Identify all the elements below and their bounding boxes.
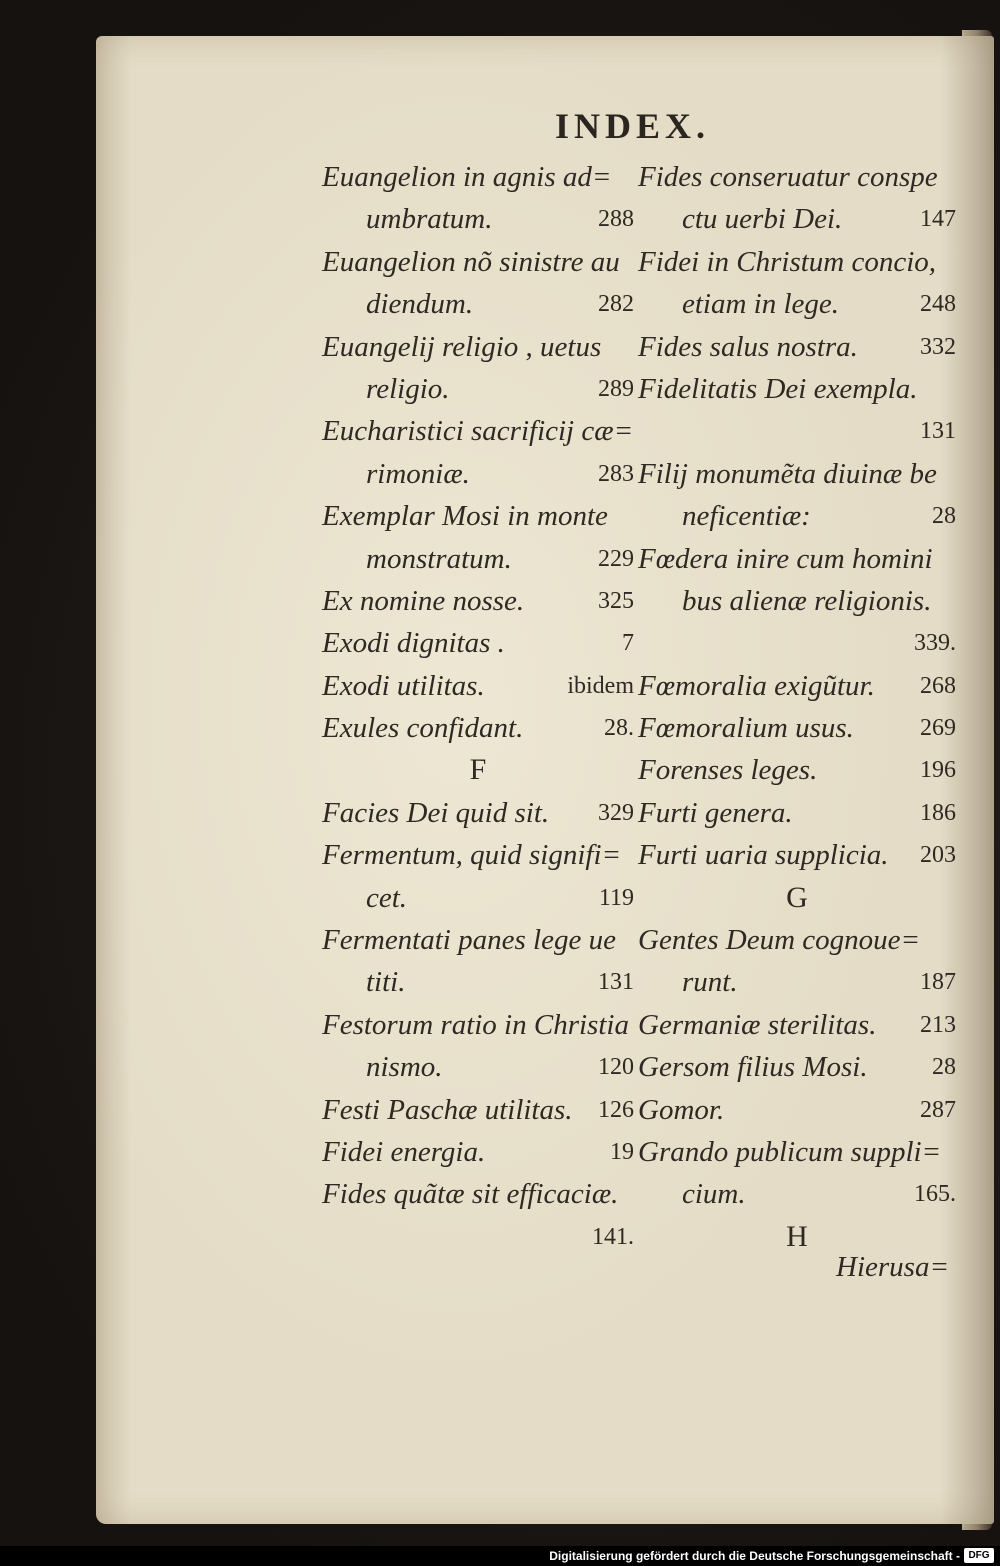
index-entry xyxy=(322,156,634,198)
entry-page-number: 269 xyxy=(920,715,956,742)
index-entry xyxy=(322,877,634,919)
index-entry xyxy=(638,919,956,961)
entry-page-number: 213 xyxy=(920,1011,956,1038)
entry-page-number: 28 xyxy=(932,1054,956,1081)
entry-text: etiam in lege. xyxy=(682,288,840,321)
entry-text: Euangelion in agnis ad= xyxy=(322,161,612,193)
entry-page-number: 288 xyxy=(598,206,634,233)
index-entry xyxy=(322,410,634,452)
entry-text: titi. xyxy=(366,966,406,999)
index-entry xyxy=(638,834,956,876)
entry-text: Fides salus nostra. xyxy=(638,330,858,363)
entry-page-number: 248 xyxy=(920,291,956,318)
entry-page-number: 147 xyxy=(920,206,956,233)
index-entry xyxy=(638,1046,956,1088)
entry-page-number: 19 xyxy=(610,1138,634,1165)
entry-text: Furti uaria supplicia. xyxy=(638,839,889,872)
entry-page-number: 28 xyxy=(932,503,956,530)
index-entry xyxy=(638,326,956,368)
index-entry xyxy=(322,326,634,368)
index-entry xyxy=(638,961,956,1003)
index-entry xyxy=(322,1089,634,1131)
index-entry xyxy=(322,1046,634,1088)
entry-text: cium. xyxy=(682,1178,746,1211)
index-entry xyxy=(322,1004,634,1046)
entry-text: Gomor. xyxy=(638,1093,725,1126)
entry-text: nismo. xyxy=(366,1051,443,1084)
page-header: INDEX. xyxy=(555,106,711,146)
entry-text: Gentes Deum cognoue= xyxy=(638,924,921,957)
index-entry xyxy=(638,198,956,240)
index-entry xyxy=(638,453,956,495)
entry-page-number: 187 xyxy=(920,969,956,996)
entry-page-number: 141. xyxy=(592,1223,634,1250)
index-entry xyxy=(638,622,956,664)
index-entry xyxy=(638,792,956,834)
entry-page-number: 28. xyxy=(604,715,634,742)
index-entry xyxy=(638,368,956,410)
entry-text: Germaniæ sterilitas. xyxy=(638,1008,877,1041)
index-entry xyxy=(322,1131,634,1173)
index-entry xyxy=(322,665,634,707)
entry-text: Exemplar Mosi in monte xyxy=(322,500,608,533)
entry-text: Festorum ratio in Christia xyxy=(322,1008,629,1041)
entry-page-number: 339. xyxy=(914,630,956,657)
index-entry xyxy=(638,283,956,325)
entry-text: Fœdera inire cum homini xyxy=(638,542,933,575)
entry-text: bus alienæ religionis. xyxy=(682,584,932,617)
entry-text: Euangelion nõ sinistre au xyxy=(322,245,620,278)
entry-page-number: 329 xyxy=(598,799,634,826)
index-entry xyxy=(638,1131,956,1173)
entry-text: Fides conseruatur conspe xyxy=(638,161,938,193)
entry-page-number: 126 xyxy=(598,1096,634,1123)
index-entry xyxy=(322,368,634,410)
entry-text: Exodi dignitas . xyxy=(322,627,505,660)
entry-text: Fermentum, quid signifi= xyxy=(322,839,622,872)
entry-text: Fidelitatis Dei exempla. xyxy=(638,372,918,405)
section-letter xyxy=(322,749,634,791)
index-entry xyxy=(322,1216,634,1258)
index-entry xyxy=(638,1089,956,1131)
index-entry xyxy=(322,1173,634,1215)
entry-page-number: 282 xyxy=(598,291,634,318)
index-entry xyxy=(322,283,634,325)
entry-text: G xyxy=(786,880,808,914)
entry-page-number: 131 xyxy=(598,969,634,996)
index-entry xyxy=(638,156,956,198)
entry-text: Fœmoralia exigũtur. xyxy=(638,669,875,702)
entry-text: Filij monumẽta diuinæ be xyxy=(638,457,937,490)
index-column-left xyxy=(322,156,634,1258)
entry-text: Fidei in Christum concio, xyxy=(638,245,937,278)
entry-page-number: 131 xyxy=(920,418,956,445)
entry-page-number: 287 xyxy=(920,1096,956,1123)
entry-text: Furti genera. xyxy=(638,796,793,829)
entry-text: monstratum. xyxy=(366,542,512,575)
entry-text: Forenses leges. xyxy=(638,754,818,787)
index-entry xyxy=(638,1004,956,1046)
entry-page-number: 165. xyxy=(914,1181,956,1208)
footer-credit: Digitalisierung gefördert durch die Deutsche Forschungsgemeinschaft - xyxy=(549,1549,960,1563)
entry-text: Euangelij religio , uetus xyxy=(322,330,602,363)
entry-page-number: 7 xyxy=(622,630,634,657)
index-entry xyxy=(638,538,956,580)
entry-page-number: 119 xyxy=(598,884,634,911)
entry-page-number: 332 xyxy=(920,333,956,360)
entry-text: H xyxy=(786,1219,808,1253)
index-entry xyxy=(322,622,634,664)
entry-page-number: 268 xyxy=(920,672,956,699)
entry-text: Exodi utilitas. xyxy=(322,669,485,702)
index-entry xyxy=(638,707,956,749)
entry-text: runt. xyxy=(682,966,738,999)
entry-text: Exules confidant. xyxy=(322,712,524,745)
entry-text: Fermentati panes lege ue xyxy=(322,924,616,957)
entry-text: umbratum. xyxy=(366,203,493,236)
catchword: Hierusa= xyxy=(836,1251,950,1283)
entry-text: cet. xyxy=(366,881,408,914)
entry-text: Fidei energia. xyxy=(322,1135,486,1168)
entry-text: Ex nomine nosse. xyxy=(322,584,525,617)
entry-page-number: 203 xyxy=(920,842,956,869)
entry-text: Fides quãtæ sit efficaciæ. xyxy=(322,1178,619,1211)
index-column-right xyxy=(638,156,956,1258)
section-letter xyxy=(638,877,956,919)
entry-text: rimoniæ. xyxy=(366,457,470,490)
index-entry xyxy=(322,792,634,834)
entry-text: neficentiæ: xyxy=(682,500,811,533)
index-entry xyxy=(322,834,634,876)
index-entry xyxy=(638,241,956,283)
entry-page-number: 283 xyxy=(598,460,634,487)
entry-text: Gersom filius Mosi. xyxy=(638,1051,868,1084)
entry-page-number: 289 xyxy=(598,375,634,402)
index-entry xyxy=(638,749,956,791)
entry-page-number: 325 xyxy=(598,587,634,614)
entry-text: diendum. xyxy=(366,288,474,321)
index-entry xyxy=(322,538,634,580)
index-entry xyxy=(638,1173,956,1215)
dfg-logo: DFG xyxy=(964,1548,994,1563)
index-entry xyxy=(322,919,634,961)
entry-text: Grando publicum suppli= xyxy=(638,1135,942,1168)
entry-page-number: ibidem xyxy=(567,672,634,699)
index-entry xyxy=(638,665,956,707)
index-entry xyxy=(638,495,956,537)
index-entry xyxy=(322,241,634,283)
entry-text: Festi Paschæ utilitas. xyxy=(322,1093,573,1126)
index-entry xyxy=(322,453,634,495)
entry-text: religio. xyxy=(366,372,450,405)
entry-page-number: 229 xyxy=(598,545,634,572)
index-entry xyxy=(638,580,956,622)
entry-page-number: 186 xyxy=(920,799,956,826)
entry-page-number: 196 xyxy=(920,757,956,784)
index-entry xyxy=(638,410,956,452)
entry-text: Fœmoralium usus. xyxy=(638,712,854,745)
entry-page-number: 120 xyxy=(598,1054,634,1081)
entry-text: F xyxy=(469,753,487,787)
index-entry xyxy=(322,580,634,622)
footer-bar xyxy=(0,1546,1000,1566)
entry-text: Eucharistici sacrificij cæ= xyxy=(322,415,634,448)
index-entry xyxy=(322,961,634,1003)
index-entry xyxy=(322,495,634,537)
entry-text: Facies Dei quid sit. xyxy=(322,796,550,829)
entry-text: ctu uerbi Dei. xyxy=(682,203,843,236)
index-entry xyxy=(322,198,634,240)
index-entry xyxy=(322,707,634,749)
